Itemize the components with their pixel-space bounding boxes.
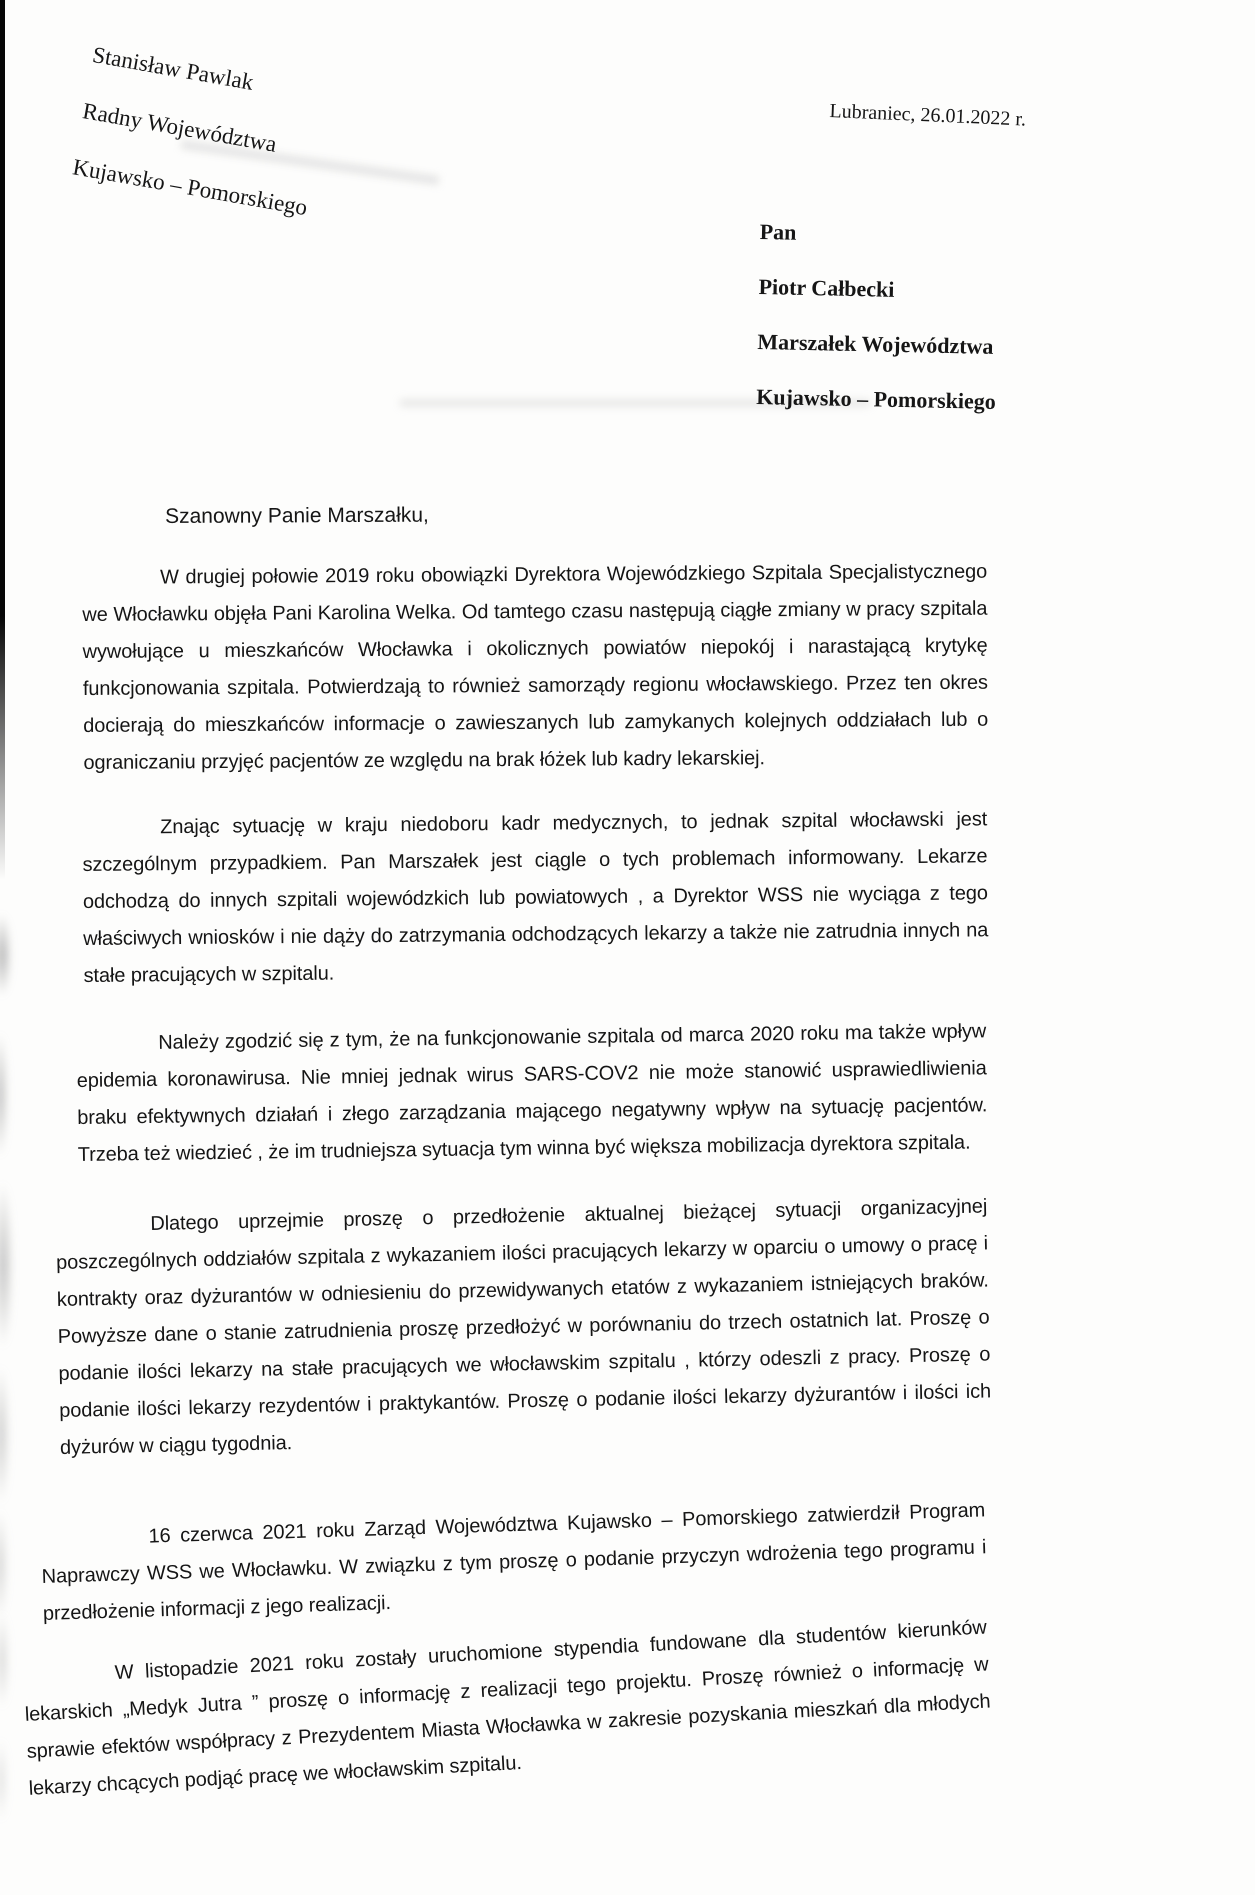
sender-title: Radny Województwa bbox=[80, 98, 279, 157]
body-paragraph-6: W listopadzie 2021 roku zostały uruchomione stypendia fundowane dla studentów kierunków lekarskich „Medyk Jutra ” proszę o informację z realizacji tego projektu. Proszę również o informację w sprawie efektów współpracy z Prezydentem Miasta Włocławka w zakresie pozyskania mieszkań dla młodych lekarzy chcących podjąć pracę we włocławskim szpitalu. bbox=[24, 1616, 992, 1800]
recipient-name: Piotr Całbecki bbox=[758, 273, 895, 302]
recipient-honorific: Pan bbox=[759, 219, 797, 245]
sender-block bbox=[65, 42, 329, 252]
recipient-title: Marszałek Województwa bbox=[757, 328, 994, 359]
scan-edge-shadow bbox=[0, 895, 22, 1615]
body-paragraph-4: Dlatego uprzejmie proszę o przedłożenie aktualnej bieżącej sytuacji organizacyjnej poszczególnych oddziałów szpitala z wykazaniem ilości pracujących lekarzy w oparciu o umowy o pracę i kontrakty oraz dyżurantów w odniesieniu do przewidywanych etatów z wykazaniem istniejących braków. Powyższe dane o stanie zatrudnienia proszę przedłożyć w porównaniu do trzech ostatnich lat. Proszę o podanie ilości lekarzy na stałe pracujących we włocławskim szpitalu , którzy odeszli z pracy. Proszę o podanie ilości lekarzy rezydentów i praktykantów. Proszę o podanie ilości lekarzy dyżurantów i ilości ich dyżurów w ciągu tygodnia. bbox=[55, 1195, 992, 1459]
scan-edge-black-strip bbox=[0, 0, 5, 880]
date-line: Lubraniec, 26.01.2022 r. bbox=[829, 100, 1027, 131]
body-paragraph-5: 16 czerwca 2021 roku Zarząd Województwa Kujawsko – Pomorskiego zatwierdził Program Naprawczy WSS we Włocławku. W związku z tym proszę o podanie przyczyn wdrożenia tego programu i przedłożenie informacji z jego realizacji. bbox=[41, 1499, 987, 1625]
salutation: Szanowny Panie Marszałku, bbox=[165, 503, 429, 528]
recipient-block bbox=[755, 220, 999, 445]
sender-region: Kujawsko – Pomorskiego bbox=[70, 154, 310, 221]
body-paragraph-1: W drugiej połowie 2019 roku obowiązki Dyrektora Wojewódzkiego Szpitala Specjalistycznego we Włocławku objęła Pani Karolina Welka. Od tamtego czasu następują ciągłe zmiany w pracy szpitala wywołujące u mieszkańców Włocławka i okolicznych powiatów niepokój i narastającą krytykę funkcjonowania szpitala. Potwierdzają to również samorządy regionu włocławskiego. Przez ten okres docierają do mieszkańców informacje o zawieszanych lub zamykanych kolejnych oddziałach lub o ograniczaniu przyjęć pacjentów ze względu na brak łóżek lub kadry lekarskiej. bbox=[82, 560, 989, 774]
sender-name: Stanisław Pawlak bbox=[90, 42, 256, 95]
body-paragraph-2: Znając sytuację w kraju niedoboru kadr medycznych, to jednak szpital włocławski jest szczególnym przypadkiem. Pan Marszałek jest ciągle o tych problemach informowany. Lekarze odchodzą do innych szpitali wojewódzkich lub powiatowych , a Dyrektor WSS nie wyciąga z tego właściwych wniosków i nie dąży do zatrzymania odchodzących lekarzy a także nie zatrudnia innych na stałe pracujących w szpitalu. bbox=[82, 808, 989, 987]
scan-edge-shadow-lower bbox=[0, 1600, 18, 1860]
body-paragraph-3: Należy zgodzić się z tym, że na funkcjonowanie szpitala od marca 2020 roku ma także wpływ epidemia koronawirusa. Nie mniej jednak wirus SARS-COV2 nie może stanowić usprawiedliwienia braku efektywnych działań i złego zarządzania mającego negatywny wpływ na sytuację pacjentów. Trzeba też wiedzieć , że im trudniejsza sytuacja tym winna być większa mobilizacja dyrektora szpitala. bbox=[76, 1020, 988, 1166]
recipient-region: Kujawsko – Pomorskiego bbox=[756, 383, 997, 414]
